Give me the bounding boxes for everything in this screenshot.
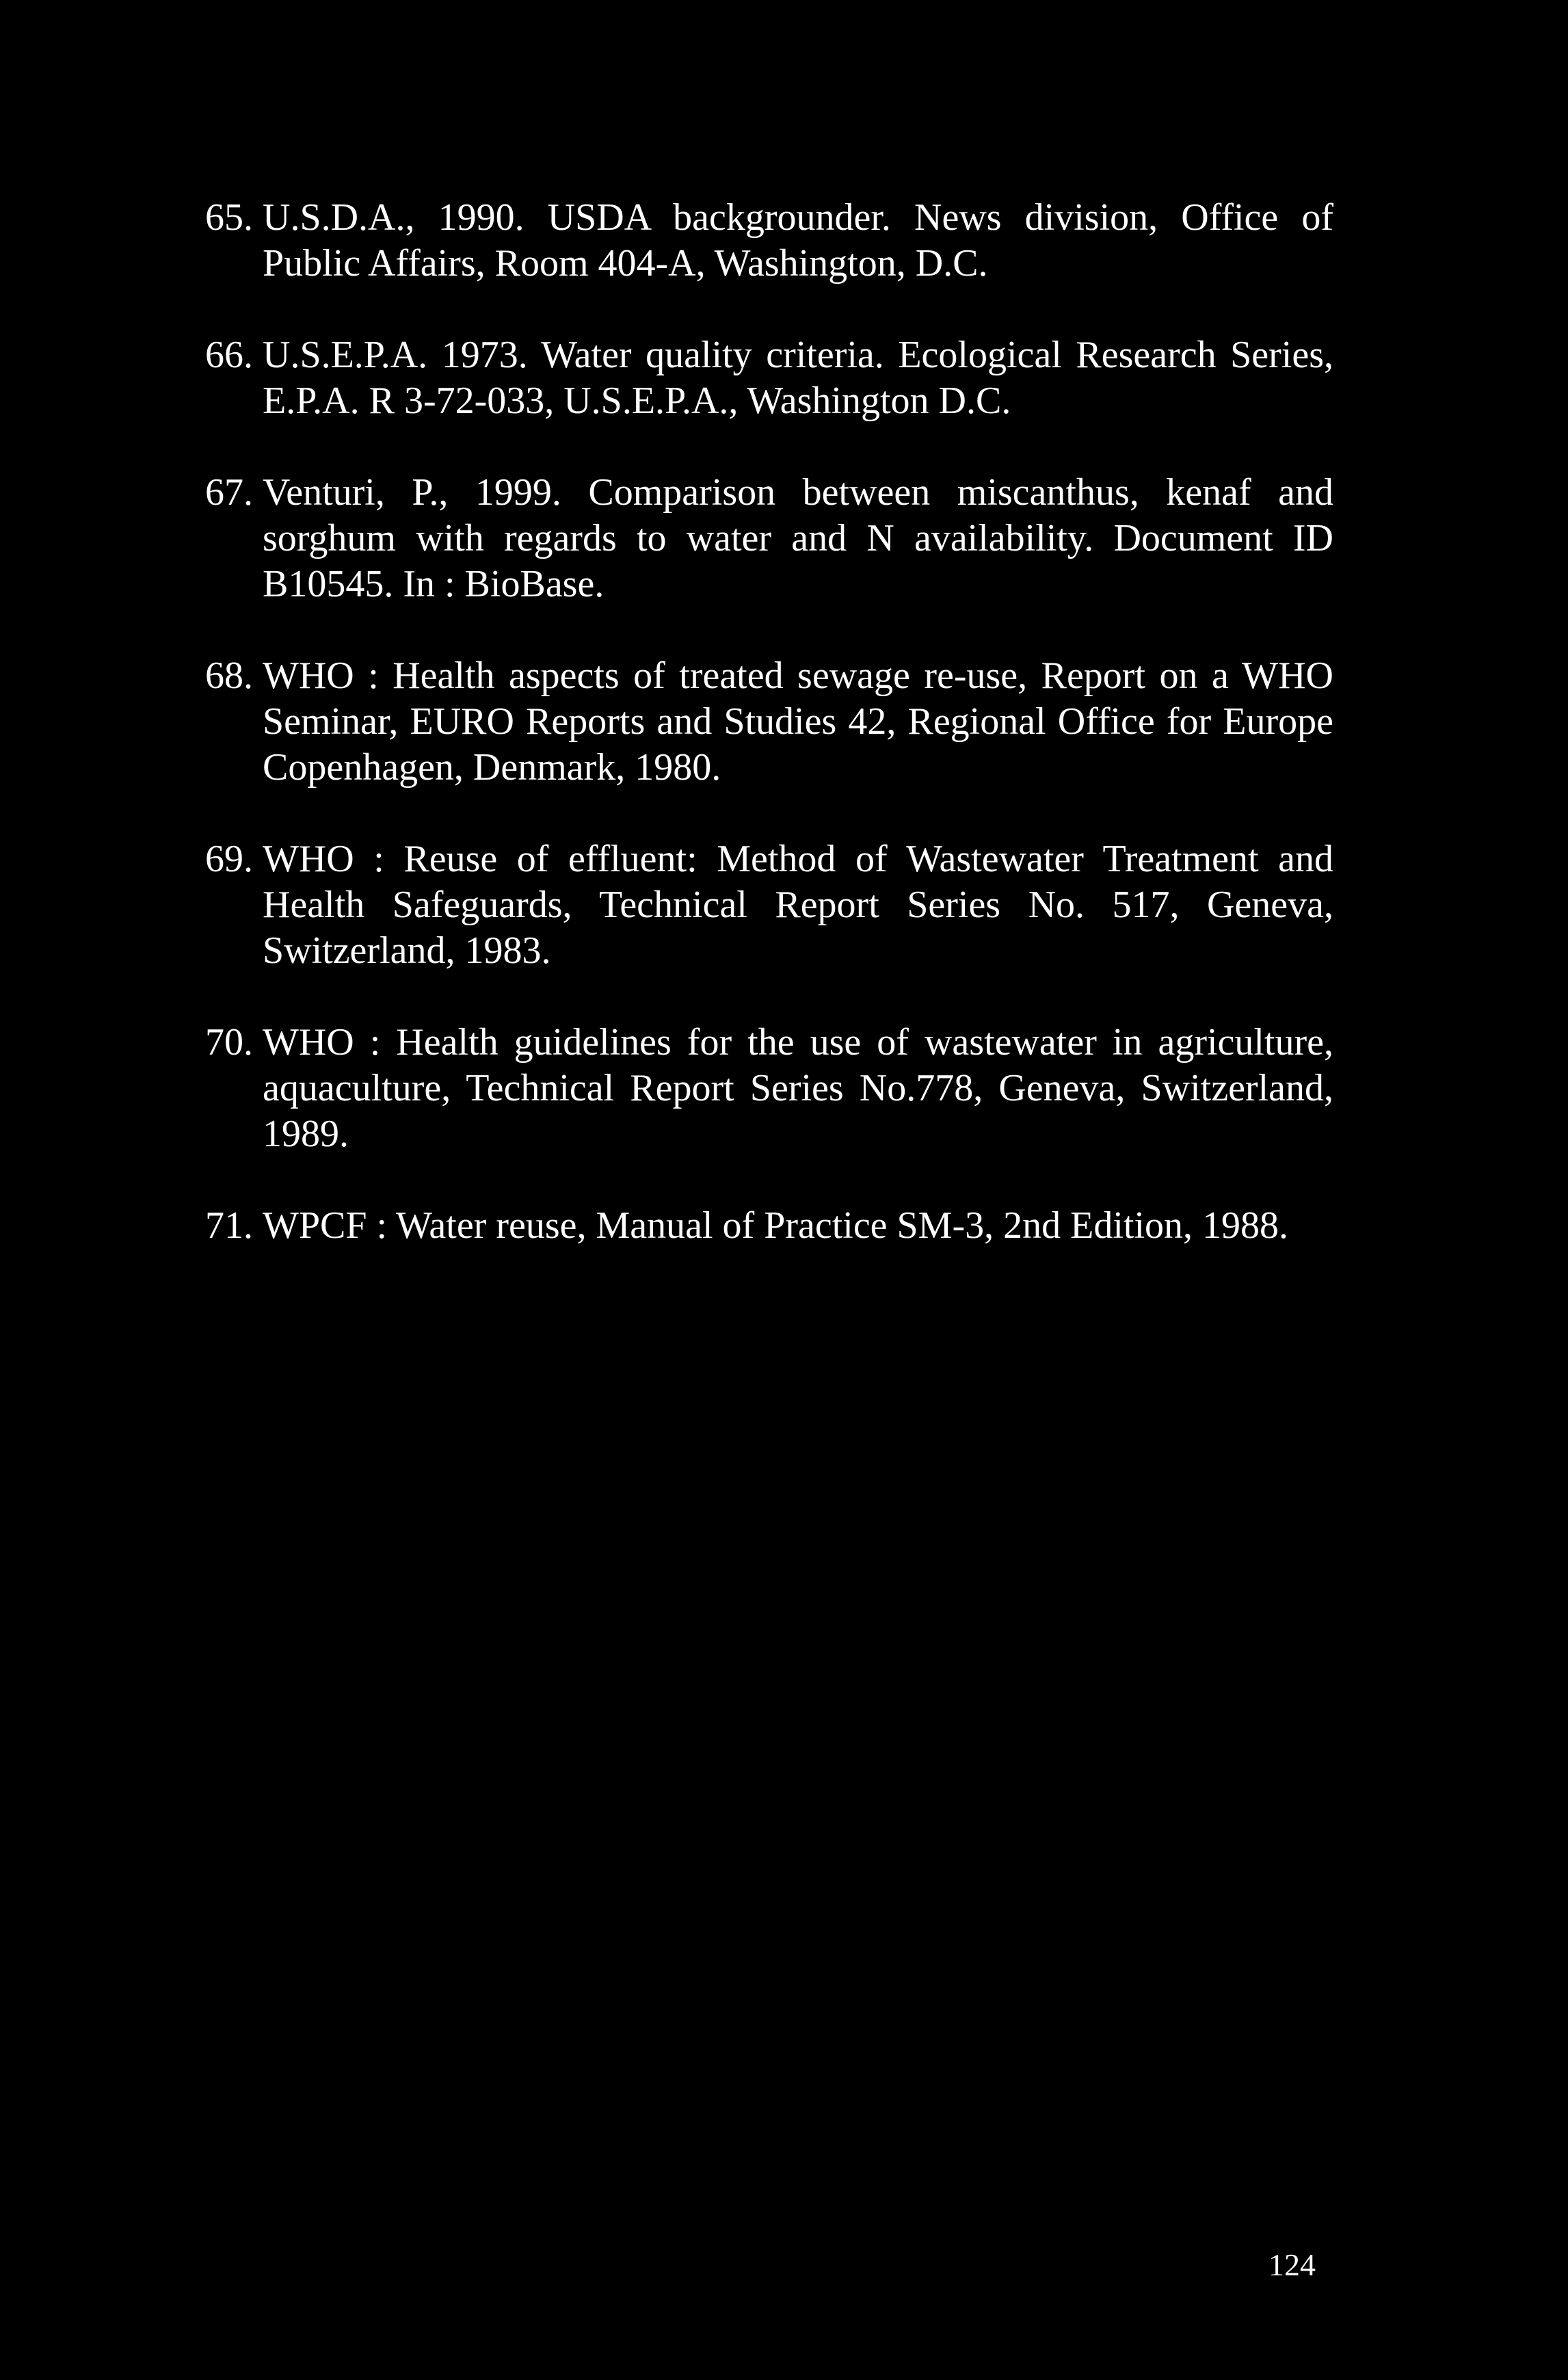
reference-item-68 <box>205 653 1333 791</box>
reference-text: WHO : Health guidelines for the use of wastewater in agriculture, aquaculture, Technical Report Series No.778, Geneva, Switzerland, 1989. <box>263 1021 1333 1155</box>
reference-number: 71. <box>205 1204 253 1247</box>
reference-item-69 <box>205 836 1333 974</box>
reference-text: WPCF : Water reuse, Manual of Practice SM-3, 2nd Edition, 1988. <box>263 1204 1288 1247</box>
reference-item-65 <box>205 195 1333 287</box>
reference-item-70 <box>205 1020 1333 1157</box>
reference-number: 70. <box>205 1021 253 1063</box>
reference-item-67 <box>205 470 1333 607</box>
reference-text: U.S.E.P.A. 1973. Water quality criteria. Ecological Research Series, E.P.A. R 3-72-033, U.S.E.P.A., Washington D.C. <box>263 334 1333 422</box>
page-number: 124 <box>1268 2247 1316 2282</box>
reference-item-71 <box>205 1203 1333 1249</box>
reference-number: 69. <box>205 838 253 880</box>
reference-text: U.S.D.A., 1990. USDA backgrounder. News division, Office of Public Affairs, Room 404-A, Washington, D.C. <box>263 196 1333 285</box>
reference-number: 66. <box>205 334 253 376</box>
reference-text: Venturi, P., 1999. Comparison between miscanthus, kenaf and sorghum with regards to water and N availability. Document ID B10545. In : BioBase. <box>263 471 1333 605</box>
reference-number: 68. <box>205 654 253 697</box>
reference-number: 65. <box>205 196 253 239</box>
reference-text: WHO : Health aspects of treated sewage re-use, Report on a WHO Seminar, EURO Reports and Studies 42, Regional Office for Europe Copenhagen, Denmark, 1980. <box>263 654 1333 789</box>
reference-text: WHO : Reuse of effluent: Method of Wastewater Treatment and Health Safeguards, Technical Report Series No. 517, Geneva, Switzerland, 1983. <box>263 838 1333 972</box>
reference-item-66 <box>205 332 1333 424</box>
reference-list <box>205 195 1333 1295</box>
reference-number: 67. <box>205 471 253 514</box>
